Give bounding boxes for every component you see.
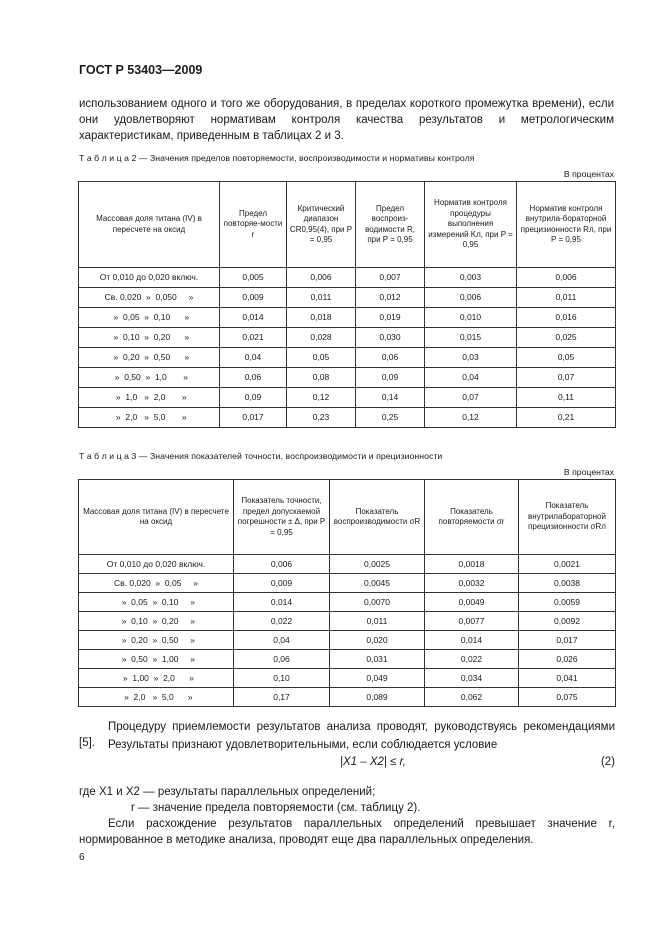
table3-row [79, 631, 616, 650]
where-line-1: где X1 и X2 — результаты параллельных определений; [79, 786, 376, 798]
table2-cell: 0,011 [517, 288, 616, 308]
table3-cell: От 0,010 до 0,020 включ. [79, 555, 234, 574]
table2-cell: Св. 0,020 » 0,050 » [79, 288, 220, 308]
table2 [78, 181, 616, 428]
table2-cell: 0,003 [425, 268, 517, 288]
table2-cell: 0,018 [287, 308, 356, 328]
table3-row [79, 574, 616, 593]
table3-cell: 0,0049 [425, 593, 519, 612]
table2-header-cell: Предел воспроиз-водимости R, при P = 0,95 [356, 182, 425, 268]
table3-cell: 0,04 [234, 631, 330, 650]
table3-cell: 0,0021 [519, 555, 616, 574]
table2-header-cell: Массовая доля титана (IV) в пересчете на оксид [79, 182, 220, 268]
procedure-paragraph: Процедуру приемлемости результатов анализа проводят, руководствуясь рекомендациями [5]. [79, 721, 615, 749]
table3-cell: » 0,05 » 0,10 » [79, 593, 234, 612]
table2-cell: 0,009 [220, 288, 287, 308]
table2-cell: 0,09 [356, 368, 425, 388]
table2-cell: 0,21 [517, 408, 616, 428]
table2-cell: 0,14 [356, 388, 425, 408]
table3-header-cell: Массовая доля титана (IV) в пересчете на оксид [79, 480, 234, 555]
table3-cell: 0,0025 [330, 555, 425, 574]
table3-cell: Св. 0,020 » 0,05 » [79, 574, 234, 593]
table3-cell: » 2,0 » 5,0 » [79, 688, 234, 707]
table3-cell: 0,034 [425, 669, 519, 688]
table2-cell: 0,030 [356, 328, 425, 348]
table3-cell: 0,022 [425, 650, 519, 669]
table3-cell: 0,0077 [425, 612, 519, 631]
table2-cell: 0,12 [287, 388, 356, 408]
table3-cell: » 1,00 » 2,0 » [79, 669, 234, 688]
table3-cell: » 0,10 » 0,20 » [79, 612, 234, 631]
table3-cell: 0,006 [234, 555, 330, 574]
table2-cell: 0,09 [220, 388, 287, 408]
table2-caption: Т а б л и ц а 2 — Значения пределов повторяемости, воспроизводимости и нормативы контроля [79, 153, 475, 163]
table3-cell: 0,075 [519, 688, 616, 707]
table2-cell: 0,06 [220, 368, 287, 388]
table2-cell: » 0,20 » 0,50 » [79, 348, 220, 368]
table2-cell: 0,006 [517, 268, 616, 288]
table2-cell: 0,005 [220, 268, 287, 288]
table2-cell: 0,08 [287, 368, 356, 388]
table2-cell: 0,011 [287, 288, 356, 308]
table2-row [79, 368, 616, 388]
table3-cell: 0,10 [234, 669, 330, 688]
table3-cell: 0,0032 [425, 574, 519, 593]
table2-header-cell: Норматив контроля процедуры выполнения измерений Kл, при P = 0,95 [425, 182, 517, 268]
table3-cell: 0,0018 [425, 555, 519, 574]
intro-paragraph: использованием одного и того же оборудования, в пределах короткого промежутка времени), если они удовлетворяют нормативам контроля качества результатов и метрологическим характеристикам, приведенным в таблицах 2 и 3. [79, 98, 614, 142]
table3-caption: Т а б л и ц а 3 — Значения показателей точности, воспроизводимости и прецизионности [79, 451, 443, 461]
table3-cell: 0,017 [519, 631, 616, 650]
table2-cell: 0,06 [356, 348, 425, 368]
table2-row [79, 348, 616, 368]
table2-cell: 0,028 [287, 328, 356, 348]
table3-cell: » 0,50 » 1,00 » [79, 650, 234, 669]
table2-cell: 0,25 [356, 408, 425, 428]
table2-row [79, 308, 616, 328]
table2-row [79, 408, 616, 428]
table3-cell: 0,0059 [519, 593, 616, 612]
table2-cell: 0,23 [287, 408, 356, 428]
table3-cell: 0,022 [234, 612, 330, 631]
table2-header-cell: Критический диапазон CR0,95(4), при P = 0,95 [287, 182, 356, 268]
table2-cell: 0,03 [425, 348, 517, 368]
table2-cell: » 2,0 » 5,0 » [79, 408, 220, 428]
table3-cell: 0,041 [519, 669, 616, 688]
table3-cell: 0,0038 [519, 574, 616, 593]
table3-cell: 0,0045 [330, 574, 425, 593]
table3 [78, 479, 616, 707]
table2-unit: В процентах [563, 169, 614, 179]
table3-row [79, 593, 616, 612]
final-paragraph: Если расхождение результатов параллельных определений превышает значение r, нормированное в методике анализа, проводят еще два параллельных определения. [79, 818, 615, 846]
table2-header-cell: Норматив контроля внутрила-бораторной прецизионности Rл, при P = 0,95 [517, 182, 616, 268]
table3-row [79, 688, 616, 707]
table3-cell: 0,17 [234, 688, 330, 707]
table3-row [79, 555, 616, 574]
table2-cell: 0,07 [425, 388, 517, 408]
table2-header-cell: Предел повторяе-мости r [220, 182, 287, 268]
table3-cell: » 0,20 » 0,50 » [79, 631, 234, 650]
table3-row [79, 669, 616, 688]
table2-cell: » 0,05 » 0,10 » [79, 308, 220, 328]
table3-cell: 0,014 [425, 631, 519, 650]
table2-cell: 0,05 [517, 348, 616, 368]
table2-cell: 0,010 [425, 308, 517, 328]
table2-cell: 0,019 [356, 308, 425, 328]
table3-cell: 0,0092 [519, 612, 616, 631]
table3-cell: 0,049 [330, 669, 425, 688]
table2-cell: 0,006 [287, 268, 356, 288]
table2-cell: 0,07 [517, 368, 616, 388]
formula-number: (2) [600, 756, 615, 768]
formula-expression: |X1 – X2| ≤ r, [340, 756, 406, 768]
table2-cell: 0,016 [517, 308, 616, 328]
page-number: 6 [79, 852, 85, 863]
condition-paragraph: Результаты признают удовлетворительными, если соблюдается условие [108, 739, 498, 751]
table2-cell: 0,04 [220, 348, 287, 368]
table2-cell: 0,014 [220, 308, 287, 328]
table2-cell: 0,12 [425, 408, 517, 428]
table3-header-cell: Показатель повторяемости σr [425, 480, 519, 555]
table3-cell: 0,089 [330, 688, 425, 707]
table3-row [79, 612, 616, 631]
table3-cell: 0,026 [519, 650, 616, 669]
where-line-2: r — значение предела повторяемости (см. таблицу 2). [131, 802, 421, 814]
table2-row [79, 328, 616, 348]
table3-cell: 0,031 [330, 650, 425, 669]
table3-cell: 0,06 [234, 650, 330, 669]
table3-row [79, 650, 616, 669]
table3-header-cell: Показатель внутрилабораторной прецизионности σRл [519, 480, 616, 555]
document-header: ГОСТ Р 53403—2009 [79, 63, 203, 77]
table3-cell: 0,062 [425, 688, 519, 707]
table2-row [79, 388, 616, 408]
table2-cell: 0,04 [425, 368, 517, 388]
table3-header-cell: Показатель воспроизводимости σR [330, 480, 425, 555]
table3-cell: 0,020 [330, 631, 425, 650]
table3-header-cell: Показатель точности, предел допускаемой погрешности ± Δ, при P = 0,95 [234, 480, 330, 555]
table2-cell: 0,025 [517, 328, 616, 348]
table2-cell: 0,015 [425, 328, 517, 348]
table2-cell: 0,012 [356, 288, 425, 308]
table2-cell: 0,11 [517, 388, 616, 408]
table2-row [79, 288, 616, 308]
table2-cell: » 1,0 » 2,0 » [79, 388, 220, 408]
table2-cell: 0,006 [425, 288, 517, 308]
table2-cell: От 0,010 до 0,020 включ. [79, 268, 220, 288]
table2-cell: » 0,50 » 1,0 » [79, 368, 220, 388]
table3-unit: В процентах [563, 467, 614, 477]
table2-cell: 0,021 [220, 328, 287, 348]
table2-cell: 0,007 [356, 268, 425, 288]
table3-cell: 0,0070 [330, 593, 425, 612]
table3-cell: 0,014 [234, 593, 330, 612]
table2-cell: » 0,10 » 0,20 » [79, 328, 220, 348]
table3-cell: 0,009 [234, 574, 330, 593]
table2-row [79, 268, 616, 288]
table2-cell: 0,017 [220, 408, 287, 428]
table2-cell: 0,05 [287, 348, 356, 368]
table3-cell: 0,011 [330, 612, 425, 631]
